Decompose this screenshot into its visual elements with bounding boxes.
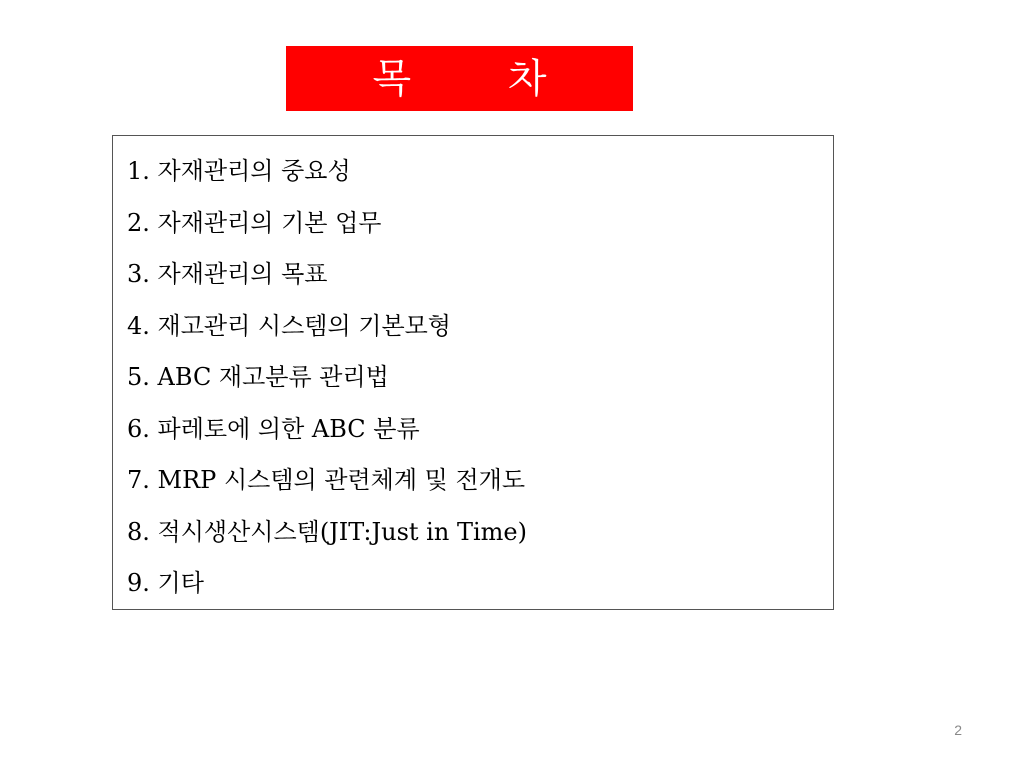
toc-item-1: 1. 자재관리의 중요성 — [127, 157, 351, 185]
page-number: 2 — [954, 722, 962, 738]
toc-item-6: 6. 파레토에 의한 ABC 분류 — [127, 414, 420, 443]
toc-list — [127, 146, 833, 610]
toc-item-2: 2. 자재관리의 기본 업무 — [127, 208, 382, 237]
toc-item-9: 9. 기타 — [127, 569, 204, 597]
table-of-contents — [112, 135, 834, 610]
slide-title: 목 차 — [372, 55, 589, 102]
toc-item-4: 4. 재고관리 시스템의 기본모형 — [127, 311, 451, 340]
toc-item-5: 5. ABC 재고분류 관리법 — [127, 363, 389, 391]
toc-item-3: 3. 자재관리의 목표 — [127, 260, 328, 288]
toc-item-7: 7. MRP 시스템의 관련체계 및 전개도 — [127, 466, 526, 494]
title-banner — [286, 46, 633, 111]
toc-item-8: 8. 적시생산시스템(JIT:Just in Time) — [127, 517, 527, 546]
